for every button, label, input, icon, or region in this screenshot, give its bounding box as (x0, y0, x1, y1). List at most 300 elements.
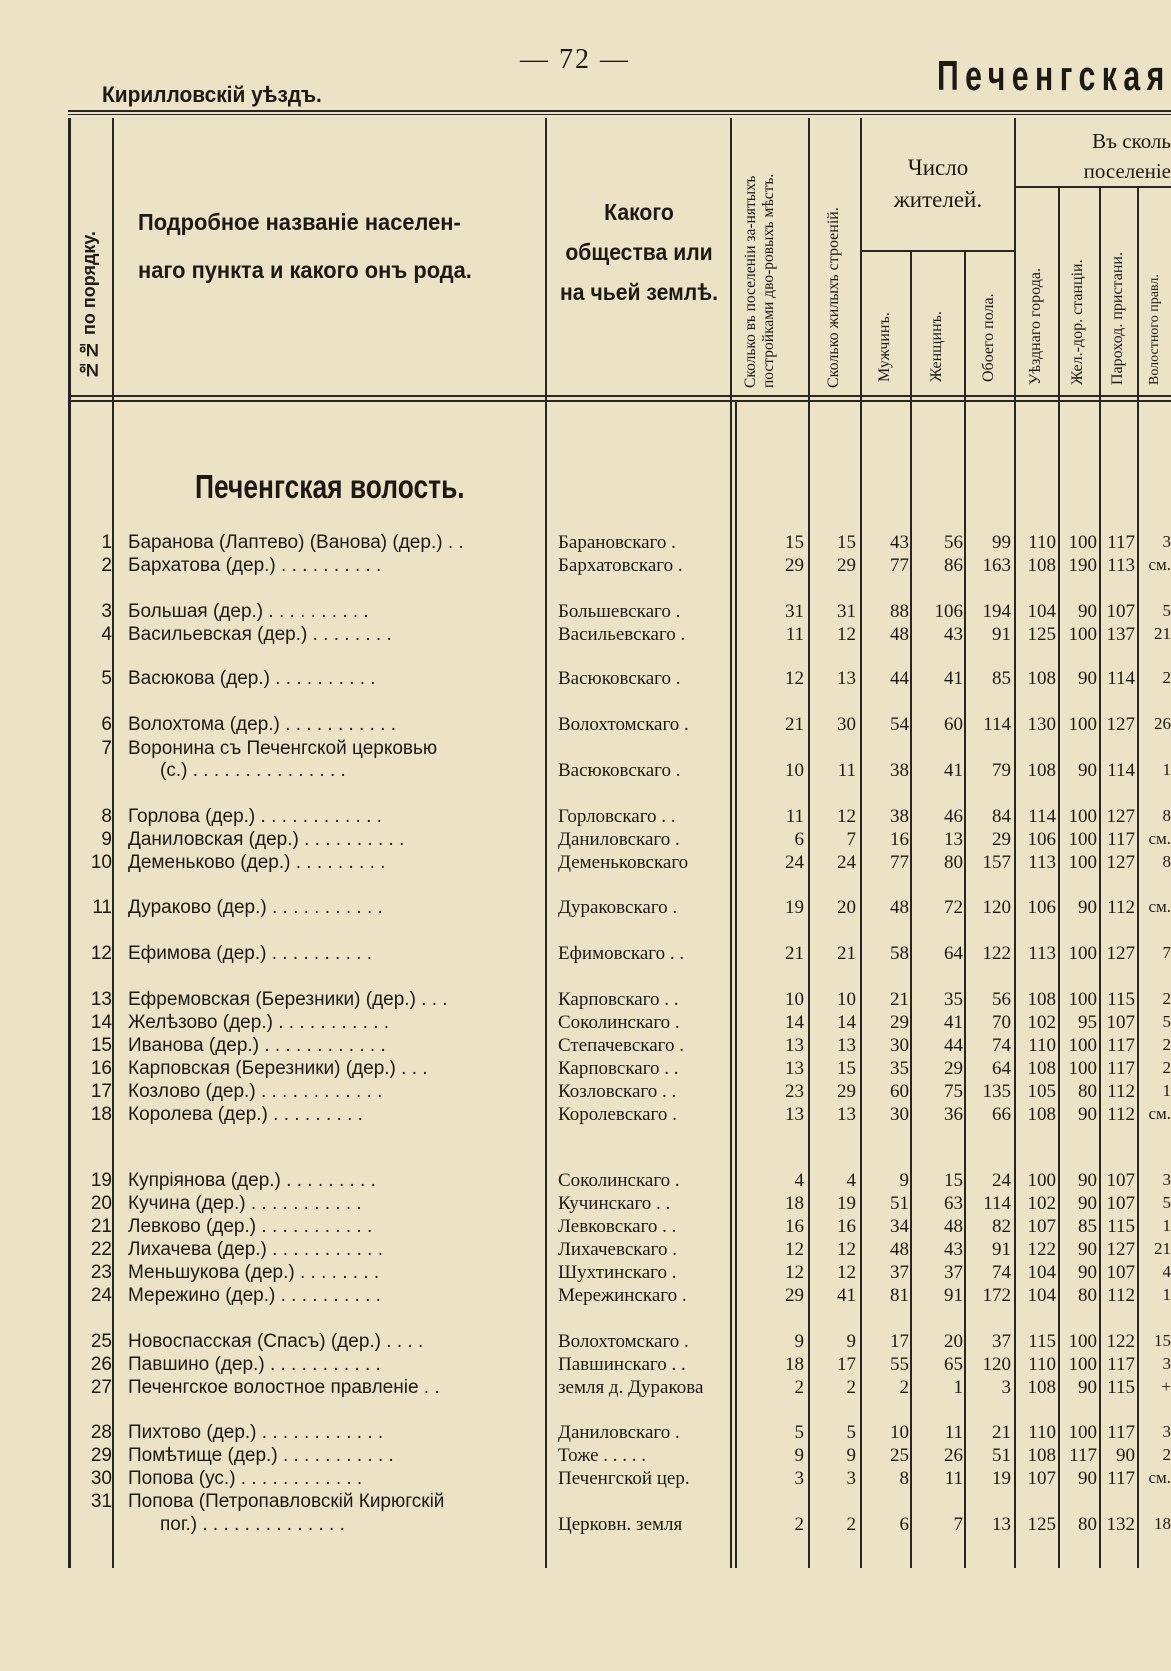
society-name: земля д. Дуракова (558, 1377, 704, 1398)
dist-uezd-town: 106 (1027, 829, 1056, 850)
row-number: 13 (90, 989, 112, 1010)
settlement-name: Желѣзово (дер.) . . . . . . . . . . . (128, 1012, 390, 1033)
society-name: Барановскаго . (558, 532, 676, 553)
buildings-count: 12 (837, 1262, 856, 1283)
table-row (0, 1193, 1171, 1217)
dist-rail-station: 100 (1068, 829, 1097, 850)
dist-volost-office: см. (1148, 897, 1171, 916)
col-places: Сколько въ поселеніи за-нятыхъ постройками дво-ровыхъ мѣстъ. (742, 173, 777, 388)
total-count: 82 (992, 1216, 1011, 1237)
society-name: Шухтинскаго . (558, 1262, 677, 1283)
dist-rail-station: 100 (1068, 806, 1097, 827)
society-name: Волохтомскаго . (558, 1331, 689, 1352)
total-count: 3 (1001, 1377, 1011, 1398)
dist-pier: 112 (1107, 1285, 1135, 1306)
dist-rail-station: 90 (1078, 1239, 1097, 1260)
men-count: 2 (899, 1377, 909, 1398)
col-uezd-town: Уѣзднаго города. (1027, 268, 1044, 385)
dist-rail-station: 90 (1078, 897, 1097, 918)
society-name: Тоже . . . . . (558, 1445, 647, 1466)
table-row (0, 1012, 1171, 1036)
dist-volost-office: 1 (1162, 1216, 1171, 1235)
buildings-count: 3 (846, 1468, 856, 1489)
dist-uezd-town: 113 (1028, 943, 1056, 964)
row-number: 22 (90, 1239, 112, 1260)
table-row (0, 668, 1171, 692)
dist-uezd-town: 104 (1027, 1262, 1056, 1283)
total-count: 64 (992, 1058, 1011, 1079)
society-name: Даниловскаго . (558, 1422, 680, 1443)
table-row (0, 1354, 1171, 1378)
total-count: 114 (983, 1193, 1011, 1214)
society-name: Васюковскаго . (558, 668, 681, 689)
settlement-name: Волохтома (дер.) . . . . . . . . . . . (128, 714, 397, 735)
men-count: 37 (890, 1262, 909, 1283)
dist-pier: 117 (1107, 1422, 1135, 1443)
dist-volost-office: 3 (1162, 1422, 1171, 1441)
settlement-name: Бархатова (дер.) . . . . . . . . . . (128, 555, 382, 576)
table-row (0, 1491, 1171, 1535)
dist-rail-station: 100 (1068, 1035, 1097, 1056)
settlement-name: Баранова (Лаптево) (Ванова) (дер.) . . (128, 532, 464, 553)
dist-volost-office: 1 (1162, 760, 1171, 779)
women-count: 41 (944, 760, 963, 781)
total-count: 120 (982, 1354, 1011, 1375)
table-row (0, 555, 1171, 579)
dist-volost-office: см. (1148, 829, 1171, 848)
top-rule-thin (68, 114, 1171, 115)
dist-rail-station: 100 (1068, 624, 1097, 645)
total-count: 163 (982, 555, 1011, 576)
dist-uezd-town: 108 (1027, 1377, 1056, 1398)
women-count: 43 (944, 624, 963, 645)
men-count: 38 (890, 760, 909, 781)
settlement-name: Мережино (дер.) . . . . . . . . . . (128, 1285, 381, 1306)
men-count: 51 (890, 1193, 909, 1214)
women-count: 60 (944, 714, 963, 735)
row-number: 3 (101, 601, 112, 622)
society-name: Бархатовскаго . (558, 555, 683, 576)
settlement-name: Печенгское волостное правленіе . . (128, 1377, 440, 1398)
women-count: 13 (944, 829, 963, 850)
table-row (0, 714, 1171, 738)
places-count: 12 (785, 1239, 804, 1260)
table-row (0, 806, 1171, 830)
women-count: 29 (944, 1058, 963, 1079)
table-row (0, 624, 1171, 648)
women-count: 15 (944, 1170, 963, 1191)
women-count: 63 (944, 1193, 963, 1214)
col-society-line2: общества или (565, 239, 713, 265)
total-count: 120 (982, 897, 1011, 918)
dist-volost-office: 2 (1162, 1058, 1171, 1077)
total-count: 79 (992, 760, 1011, 781)
dist-pier: 127 (1106, 852, 1135, 873)
total-count: 91 (992, 1239, 1011, 1260)
women-count: 64 (944, 943, 963, 964)
dist-pier: 114 (1107, 668, 1135, 689)
settlement-name-cont: пог.) . . . . . . . . . . . . . . (160, 1514, 345, 1535)
men-count: 88 (890, 601, 909, 622)
dist-pier: 107 (1106, 1193, 1135, 1214)
settlement-name: Дураково (дер.) . . . . . . . . . . . (128, 897, 383, 918)
dist-uezd-town: 110 (1028, 1354, 1056, 1375)
women-count: 26 (944, 1445, 963, 1466)
dist-rail-station: 100 (1068, 852, 1097, 873)
men-count: 29 (890, 1012, 909, 1033)
dist-pier: 107 (1106, 1012, 1135, 1033)
total-count: 56 (992, 989, 1011, 1010)
table-row (0, 601, 1171, 625)
places-count: 2 (794, 1514, 804, 1535)
women-count: 56 (944, 532, 963, 553)
table-row (0, 989, 1171, 1013)
dist-volost-office: 8 (1162, 852, 1171, 871)
total-count: 135 (982, 1081, 1011, 1102)
dist-rail-station: 100 (1068, 1422, 1097, 1443)
col-distance-header (1016, 126, 1171, 186)
dist-rail-station: 90 (1078, 668, 1097, 689)
distance-line1: Въ сколь (1092, 129, 1171, 153)
dist-volost-office: см. (1148, 555, 1171, 574)
buildings-count: 9 (846, 1445, 856, 1466)
buildings-count: 2 (846, 1377, 856, 1398)
dist-uezd-town: 104 (1027, 1285, 1056, 1306)
buildings-count: 5 (846, 1422, 856, 1443)
men-count: 30 (890, 1035, 909, 1056)
settlement-name: Васюкова (дер.) . . . . . . . . . . (128, 668, 376, 689)
women-count: 7 (953, 1514, 963, 1535)
table-row (0, 1331, 1171, 1355)
men-count: 58 (890, 943, 909, 964)
society-name: Карповскаго . . (558, 1058, 679, 1079)
dist-volost-office: 2 (1162, 1445, 1171, 1464)
settlement-name: Пихтово (дер.) . . . . . . . . . . . . (128, 1422, 384, 1443)
total-count: 84 (992, 806, 1011, 827)
dist-rail-station: 100 (1068, 1354, 1097, 1375)
society-name: Васюковскаго . (558, 760, 681, 781)
men-count: 38 (890, 806, 909, 827)
dist-rail-station: 100 (1068, 943, 1097, 964)
women-count: 80 (944, 852, 963, 873)
society-name: Кучинскаго . . (558, 1193, 671, 1214)
dist-uezd-town: 108 (1027, 555, 1056, 576)
dist-pier: 127 (1106, 806, 1135, 827)
men-count: 43 (890, 532, 909, 553)
women-count: 44 (944, 1035, 963, 1056)
settlement-name: Даниловская (дер.) . . . . . . . . . . (128, 829, 405, 850)
table-row (0, 532, 1171, 556)
women-count: 41 (944, 1012, 963, 1033)
dist-pier: 113 (1107, 555, 1135, 576)
total-count: 157 (982, 852, 1011, 873)
row-number: 2 (101, 555, 112, 576)
dist-rail-station: 95 (1078, 1012, 1097, 1033)
men-count: 6 (899, 1514, 909, 1535)
dist-rail-station: 100 (1068, 989, 1097, 1010)
col-society-line3: на чьей землѣ. (560, 279, 718, 305)
top-rule (68, 110, 1171, 112)
women-count: 41 (944, 668, 963, 689)
men-count: 25 (890, 1445, 909, 1466)
places-count: 16 (785, 1216, 804, 1237)
row-number: 6 (101, 714, 112, 735)
places-count: 12 (785, 1262, 804, 1283)
dist-uezd-town: 110 (1028, 1422, 1056, 1443)
society-name: Горловскаго . . (558, 806, 676, 827)
total-count: 66 (992, 1104, 1011, 1125)
women-count: 37 (944, 1262, 963, 1283)
dist-pier: 117 (1107, 1468, 1135, 1489)
col-rail-station: Жел.-дор. станціи. (1069, 259, 1086, 385)
places-count: 11 (785, 624, 804, 645)
dist-volost-office: 1 (1162, 1081, 1171, 1100)
dist-uezd-town: 107 (1027, 1216, 1056, 1237)
dist-pier: 117 (1107, 829, 1135, 850)
row-number: 12 (90, 943, 112, 964)
dist-volost-office: см. (1148, 1468, 1171, 1487)
dist-uezd-town: 100 (1027, 1170, 1056, 1191)
society-name: Волохтомскаго . (558, 714, 689, 735)
places-count: 24 (785, 852, 804, 873)
dist-volost-office: + (1161, 1377, 1171, 1396)
buildings-count: 12 (837, 1239, 856, 1260)
buildings-count: 14 (837, 1012, 856, 1033)
table-row (0, 1445, 1171, 1469)
women-count: 1 (953, 1377, 963, 1398)
settlement-name: Иванова (дер.) . . . . . . . . . . . . (128, 1035, 386, 1056)
places-count: 29 (785, 555, 804, 576)
dist-uezd-town: 108 (1027, 760, 1056, 781)
dist-uezd-town: 108 (1027, 1058, 1056, 1079)
women-count: 91 (944, 1285, 963, 1306)
total-count: 70 (992, 1012, 1011, 1033)
society-name: Деменьковскаго (558, 852, 689, 873)
dist-uezd-town: 104 (1027, 601, 1056, 622)
society-name: Дураковскаго . (558, 897, 678, 918)
dist-rail-station: 80 (1078, 1514, 1097, 1535)
inhabitants-rule (860, 250, 1014, 252)
men-count: 55 (890, 1354, 909, 1375)
men-count: 9 (899, 1170, 909, 1191)
settlement-name: Карповская (Березники) (дер.) . . . (128, 1058, 428, 1079)
men-count: 54 (890, 714, 909, 735)
row-number: 28 (90, 1422, 112, 1443)
buildings-count: 7 (846, 829, 856, 850)
buildings-count: 13 (837, 668, 856, 689)
buildings-count: 24 (837, 852, 856, 873)
col-name-line2: наго пункта и какого онъ рода. (138, 257, 472, 283)
row-number: 19 (90, 1170, 112, 1191)
buildings-count: 15 (837, 1058, 856, 1079)
buildings-count: 21 (837, 943, 856, 964)
total-count: 122 (982, 943, 1011, 964)
dist-pier: 127 (1106, 943, 1135, 964)
table-row (0, 1035, 1171, 1059)
dist-rail-station: 90 (1078, 1193, 1097, 1214)
places-count: 14 (785, 1012, 804, 1033)
distance-line2: поселеніе (1083, 159, 1171, 183)
row-number: 21 (90, 1216, 112, 1237)
dist-uezd-town: 113 (1028, 852, 1056, 873)
dist-pier: 127 (1106, 1239, 1135, 1260)
men-count: 17 (890, 1331, 909, 1352)
men-count: 77 (890, 555, 909, 576)
men-count: 77 (890, 852, 909, 873)
dist-rail-station: 100 (1068, 1331, 1097, 1352)
total-count: 29 (992, 829, 1011, 850)
table-row (0, 1216, 1171, 1240)
society-name: Соколинскаго . (558, 1170, 680, 1191)
dist-pier: 132 (1106, 1514, 1135, 1535)
buildings-count: 10 (837, 989, 856, 1010)
dist-rail-station: 190 (1068, 555, 1097, 576)
table-row (0, 1262, 1171, 1286)
buildings-count: 30 (837, 714, 856, 735)
row-number: 5 (101, 668, 112, 689)
row-number: 1 (101, 532, 112, 553)
col-order-no: №№ по порядку. (79, 231, 99, 380)
settlement-name: Кучина (дер.) . . . . . . . . . . . (128, 1193, 362, 1214)
dist-rail-station: 90 (1078, 1170, 1097, 1191)
uezd-heading: Кирилловскій уѣздъ. (102, 82, 322, 107)
places-count: 19 (785, 897, 804, 918)
dist-rail-station: 80 (1078, 1285, 1097, 1306)
dist-pier: 117 (1107, 532, 1135, 553)
settlement-name: Ефимова (дер.) . . . . . . . . . . (128, 943, 373, 964)
row-number: 11 (92, 897, 112, 918)
dist-pier: 115 (1107, 989, 1135, 1010)
buildings-count: 31 (837, 601, 856, 622)
places-count: 13 (785, 1035, 804, 1056)
dist-volost-office: 21 (1154, 624, 1171, 643)
dist-uezd-town: 115 (1028, 1331, 1056, 1352)
buildings-count: 15 (837, 532, 856, 553)
settlement-name: Помѣтище (дер.) . . . . . . . . . . . (128, 1445, 394, 1466)
dist-volost-office: 21 (1154, 1239, 1171, 1258)
total-count: 19 (992, 1468, 1011, 1489)
dist-pier: 112 (1107, 897, 1135, 918)
men-count: 30 (890, 1104, 909, 1125)
dist-rail-station: 90 (1078, 601, 1097, 622)
table-row (0, 852, 1171, 876)
dist-uezd-town: 102 (1027, 1193, 1056, 1214)
women-count: 11 (944, 1468, 963, 1489)
dist-pier: 117 (1107, 1058, 1135, 1079)
settlement-name: Попова (ус.) . . . . . . . . . . . . (128, 1468, 363, 1489)
settlement-name-cont: (с.) . . . . . . . . . . . . . . . (160, 760, 346, 781)
col-pier: Пароход. пристани. (1109, 252, 1126, 385)
dist-volost-office: 5 (1162, 601, 1171, 620)
dist-rail-station: 117 (1069, 1445, 1097, 1466)
dist-volost-office: см. (1148, 1104, 1171, 1123)
buildings-count: 13 (837, 1035, 856, 1056)
dist-pier: 115 (1107, 1377, 1135, 1398)
dist-uezd-town: 122 (1027, 1239, 1056, 1260)
settlement-name: Меньшукова (дер.) . . . . . . . . (128, 1262, 380, 1283)
women-count: 65 (944, 1354, 963, 1375)
society-name: Королевскаго . (558, 1104, 677, 1125)
col-society-header (555, 192, 722, 312)
places-count: 12 (785, 668, 804, 689)
dist-uezd-town: 125 (1027, 1514, 1056, 1535)
settlement-name: Горлова (дер.) . . . . . . . . . . . . (128, 806, 382, 827)
women-count: 86 (944, 555, 963, 576)
women-count: 75 (944, 1081, 963, 1102)
row-number: 4 (101, 624, 112, 645)
society-name: Васильевскаго . (558, 624, 686, 645)
settlement-name: Купріянова (дер.) . . . . . . . . . (128, 1170, 376, 1191)
dist-rail-station: 90 (1078, 1104, 1097, 1125)
dist-pier: 90 (1116, 1445, 1135, 1466)
dist-pier: 115 (1107, 1216, 1135, 1237)
distance-rule (1014, 186, 1171, 188)
society-name: Печенгской цер. (558, 1468, 690, 1489)
settlement-name: Деменьково (дер.) . . . . . . . . . (128, 852, 386, 873)
women-count: 48 (944, 1216, 963, 1237)
row-number: 15 (90, 1035, 112, 1056)
places-count: 10 (785, 989, 804, 1010)
dist-rail-station: 90 (1078, 1377, 1097, 1398)
society-name: Мережинскаго . (558, 1285, 687, 1306)
row-number: 17 (90, 1081, 112, 1102)
places-count: 9 (794, 1445, 804, 1466)
society-name: Соколинскаго . (558, 1012, 680, 1033)
row-number: 30 (90, 1468, 112, 1489)
table-row (0, 1058, 1171, 1082)
society-name: Степачевскаго . (558, 1035, 684, 1056)
settlement-name: Павшино (дер.) . . . . . . . . . . . (128, 1354, 381, 1375)
table-row (0, 1285, 1171, 1309)
dist-pier: 117 (1107, 1354, 1135, 1375)
dist-pier: 112 (1107, 1081, 1135, 1102)
places-count: 23 (785, 1081, 804, 1102)
row-number: 26 (90, 1354, 112, 1375)
col-name-header (138, 204, 518, 288)
total-count: 114 (983, 714, 1011, 735)
men-count: 16 (890, 829, 909, 850)
dist-uezd-town: 110 (1028, 1035, 1056, 1056)
women-count: 35 (944, 989, 963, 1010)
row-number: 27 (90, 1377, 112, 1398)
society-name: Павшинскаго . . (558, 1354, 686, 1375)
buildings-count: 9 (846, 1331, 856, 1352)
men-count: 21 (890, 989, 909, 1010)
dist-uezd-town: 114 (1028, 806, 1056, 827)
table-row (0, 1468, 1171, 1492)
places-count: 18 (785, 1354, 804, 1375)
settlement-name: Ефремовская (Березники) (дер.) . . . (128, 989, 448, 1010)
page-number: — 72 — (520, 44, 630, 75)
settlement-name: Королева (дер.) . . . . . . . . . (128, 1104, 363, 1125)
dist-pier: 117 (1107, 1035, 1135, 1056)
settlement-name: Новоспасская (Спасъ) (дер.) . . . . (128, 1331, 424, 1352)
dist-rail-station: 100 (1068, 1058, 1097, 1079)
settlement-name: Козлово (дер.) . . . . . . . . . . . . (128, 1081, 383, 1102)
buildings-count: 19 (837, 1193, 856, 1214)
row-number: 7 (101, 738, 112, 759)
row-number: 23 (90, 1262, 112, 1283)
dist-volost-office: 3 (1162, 1170, 1171, 1189)
places-count: 6 (794, 829, 804, 850)
dist-pier: 122 (1106, 1331, 1135, 1352)
total-count: 85 (992, 668, 1011, 689)
dist-pier: 114 (1107, 760, 1135, 781)
buildings-count: 13 (837, 1104, 856, 1125)
dist-uezd-town: 130 (1027, 714, 1056, 735)
dist-volost-office: 5 (1162, 1012, 1171, 1031)
society-name: Карповскаго . . (558, 989, 679, 1010)
